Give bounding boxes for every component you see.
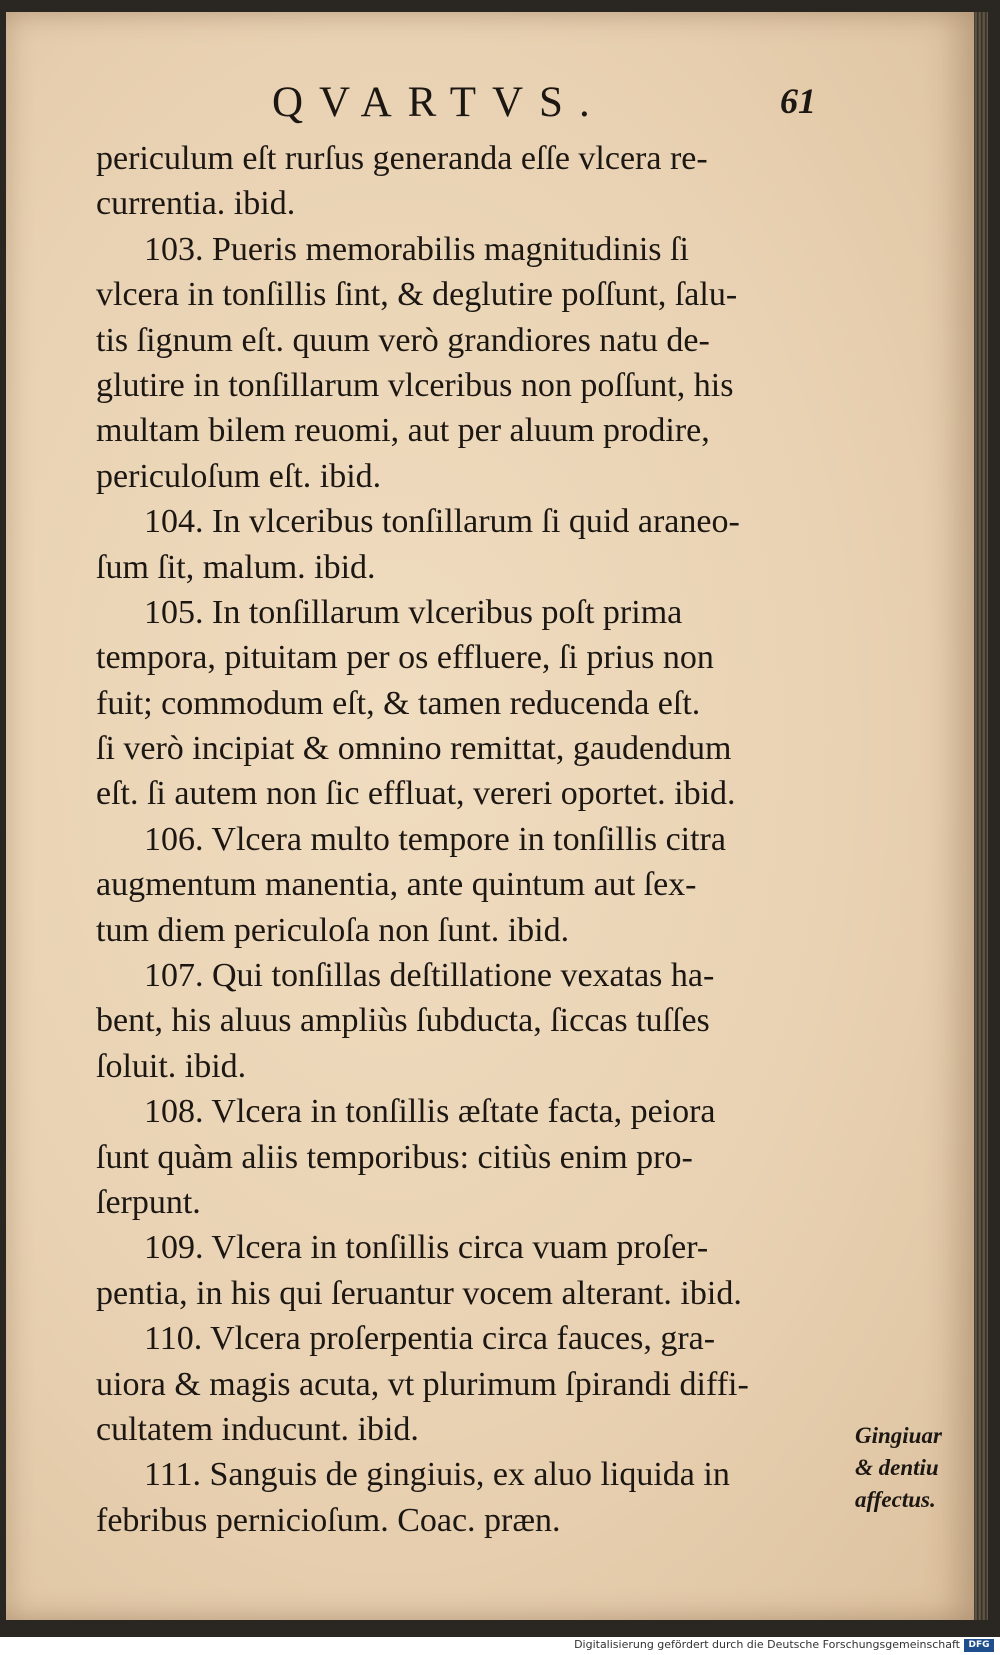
text-line: eſt. ſi autem non ſic effluat, vereri oportet. ibid. bbox=[96, 775, 736, 813]
running-title: QVARTVS. bbox=[272, 79, 606, 126]
text-line: periculum eſt rurſus generanda eſſe vlcera re- bbox=[96, 140, 708, 177]
text-line: ſunt quàm aliis temporibus: citiùs enim pro- bbox=[96, 1138, 693, 1176]
text-line: fuit; commodum eſt, & tamen reducenda eſt. bbox=[96, 684, 701, 722]
text-line: 108. Vlcera in tonſillis æſtate facta, peiora bbox=[144, 1093, 716, 1131]
digitization-footer bbox=[0, 1637, 1000, 1655]
page-edge bbox=[974, 12, 988, 1620]
text-line: periculoſum eſt. ibid. bbox=[96, 457, 382, 495]
text-line: tum diem periculoſa non ſunt. ibid. bbox=[96, 911, 570, 949]
body-text bbox=[96, 136, 841, 1543]
page-header bbox=[0, 78, 1000, 128]
text-line: 109. Vlcera in tonſillis circa vuam proſer- bbox=[144, 1229, 709, 1267]
text-line: 107. Qui tonſillas deſtillatione vexatas ha- bbox=[144, 957, 715, 995]
text-line: augmentum manentia, ante quintum aut ſex- bbox=[96, 866, 697, 904]
text-line: vlcera in tonſillis ſint, & deglutire poſſunt, ſalu- bbox=[96, 276, 738, 314]
text-line: ſum ſit, malum. ibid. bbox=[96, 548, 376, 586]
margin-note-line: & dentiu bbox=[855, 1455, 939, 1480]
text-line: ſi verò incipiat & omnino remittat, gaudendum bbox=[96, 730, 732, 768]
text-line: cultatem inducunt. ibid. bbox=[96, 1410, 419, 1448]
page-number: 61 bbox=[780, 81, 816, 121]
margin-note bbox=[855, 1420, 980, 1516]
text-line: 106. Vlcera multo tempore in tonſillis citra bbox=[144, 820, 726, 858]
text-line: febribus pernicioſum. Coac. præn. bbox=[96, 1501, 561, 1539]
margin-note-line: affectus. bbox=[855, 1487, 936, 1512]
text-line: tempora, pituitam per os effluere, ſi prius non bbox=[96, 639, 714, 677]
text-line: 104. In vlceribus tonſillarum ſi quid araneo- bbox=[144, 503, 740, 541]
margin-note-line: Gingiuar bbox=[855, 1423, 942, 1448]
text-line: 105. In tonſillarum vlceribus poſt prima bbox=[144, 593, 683, 631]
dfg-logo-icon: DFG bbox=[964, 1639, 994, 1652]
footer-credit: Digitalisierung gefördert durch die Deutsche Forschungsgemeinschaft bbox=[574, 1638, 960, 1651]
text-line: uiora & magis acuta, vt plurimum ſpirandi diffi- bbox=[96, 1365, 749, 1403]
text-line: ſoluit. ibid. bbox=[96, 1047, 247, 1085]
text-line: pentia, in his qui ſeruantur vocem alterant. ibid. bbox=[96, 1274, 742, 1312]
text-line: 111. Sanguis de gingiuis, ex aluo liquida in bbox=[144, 1456, 730, 1494]
text-line: 103. Pueris memorabilis magnitudinis ſi bbox=[144, 230, 689, 268]
text-line: multam bilem reuomi, aut per aluum prodire, bbox=[96, 412, 710, 450]
text-line: ſerpunt. bbox=[96, 1183, 201, 1221]
text-line: glutire in tonſillarum vlceribus non poſſunt, his bbox=[96, 366, 734, 404]
text-line: tis ſignum eſt. quum verò grandiores natu de- bbox=[96, 321, 710, 359]
text-line: currentia. ibid. bbox=[96, 185, 296, 223]
text-line: bent, his aluus ampliùs ſubducta, ſiccas tuſſes bbox=[96, 1002, 710, 1040]
text-line: 110. Vlcera proſerpentia circa fauces, gra- bbox=[144, 1320, 716, 1358]
